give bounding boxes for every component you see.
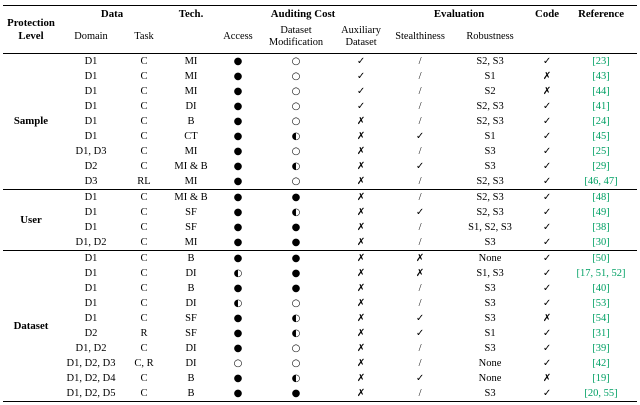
domain-cell: D3 — [84, 176, 98, 187]
auxiliary-dataset-cell: ✗ — [356, 222, 366, 233]
access-cell: ◐ — [233, 298, 243, 309]
dataset-modification-cell: ○ — [291, 101, 301, 112]
tech-cell: DI — [185, 268, 197, 279]
domain-cell: D1 — [84, 116, 98, 127]
dataset-modification-cell: ◐ — [291, 207, 301, 218]
auxiliary-dataset-cell: ✗ — [356, 373, 366, 384]
auxiliary-dataset-cell: ✓ — [356, 56, 366, 67]
code-cell: ✓ — [542, 328, 552, 339]
code-cell: ✓ — [542, 388, 552, 399]
stealthiness-cell: / — [418, 146, 422, 157]
task-cell: C — [140, 71, 148, 82]
citation-link[interactable]: [46, 47] — [584, 176, 618, 187]
task-cell: C — [140, 86, 148, 97]
citation-link[interactable]: [17, 51, 52] — [576, 268, 626, 279]
task-cell: C — [140, 343, 148, 354]
robustness-cell: S2, S3 — [476, 176, 504, 187]
table-row — [3, 174, 637, 190]
tech-cell: B — [187, 283, 195, 294]
tech-cell: B — [187, 116, 195, 127]
task-cell: C, R — [134, 358, 154, 369]
tech-cell: MI & B — [174, 161, 208, 172]
dataset-modification-cell: ● — [291, 222, 301, 233]
tech-cell: SF — [185, 328, 197, 339]
citation-link[interactable]: [40] — [592, 283, 610, 294]
citation-link[interactable]: [43] — [592, 71, 610, 82]
table-header — [3, 6, 637, 54]
auxiliary-dataset-cell: ✗ — [356, 176, 366, 187]
code-cell: ✗ — [542, 71, 552, 82]
dataset-modification-cell: ○ — [291, 56, 301, 67]
col-group-auditing-cost: Auditing Cost — [270, 8, 336, 21]
robustness-cell: S1 — [484, 131, 496, 142]
dataset-modification-cell: ○ — [291, 86, 301, 97]
stealthiness-cell: ✓ — [415, 313, 425, 324]
header-row-groups — [3, 6, 637, 24]
tech-cell: MI — [184, 146, 198, 157]
robustness-cell: S3 — [484, 237, 496, 248]
robustness-cell: S2, S3 — [476, 101, 504, 112]
dataset-modification-cell: ◐ — [291, 328, 301, 339]
auxiliary-dataset-cell: ✗ — [356, 343, 366, 354]
stealthiness-cell: ✓ — [415, 131, 425, 142]
access-cell: ○ — [233, 358, 243, 369]
citation-link[interactable]: [42] — [592, 358, 610, 369]
table-row — [3, 296, 637, 311]
code-cell: ✓ — [542, 268, 552, 279]
code-cell: ✓ — [542, 192, 552, 203]
code-cell: ✗ — [542, 373, 552, 384]
dataset-modification-cell: ● — [291, 192, 301, 203]
domain-cell: D1 — [84, 101, 98, 112]
domain-cell: D1, D2 — [75, 237, 107, 248]
task-cell: C — [140, 161, 148, 172]
domain-cell: D1 — [84, 253, 98, 264]
robustness-cell: S1 — [484, 328, 496, 339]
tech-cell: MI — [184, 237, 198, 248]
tech-cell: DI — [185, 298, 197, 309]
domain-cell: D1 — [84, 298, 98, 309]
table-row — [3, 326, 637, 341]
robustness-cell: None — [478, 253, 502, 264]
access-cell: ● — [233, 253, 243, 264]
stealthiness-cell: / — [418, 388, 422, 399]
access-cell: ● — [233, 116, 243, 127]
table-row — [3, 84, 637, 99]
table-row — [3, 220, 637, 235]
stealthiness-cell: ✓ — [415, 207, 425, 218]
auxiliary-dataset-cell: ✗ — [356, 328, 366, 339]
table-row — [3, 311, 637, 326]
table-row — [3, 341, 637, 356]
code-cell: ✓ — [542, 222, 552, 233]
auxiliary-dataset-cell: ✗ — [356, 283, 366, 294]
tech-cell: B — [187, 388, 195, 399]
citation-link[interactable]: [31] — [592, 328, 610, 339]
robustness-cell: S1, S2, S3 — [468, 222, 512, 233]
access-cell: ◐ — [233, 268, 243, 279]
stealthiness-cell: / — [418, 283, 422, 294]
access-cell: ● — [233, 207, 243, 218]
dataset-modification-cell: ◐ — [291, 313, 301, 324]
code-cell: ✗ — [542, 86, 552, 97]
code-cell: ✓ — [542, 56, 552, 67]
domain-cell: D1 — [84, 192, 98, 203]
tech-cell: CT — [184, 131, 198, 142]
access-cell: ● — [233, 313, 243, 324]
tech-cell: SF — [185, 207, 197, 218]
access-cell: ● — [233, 176, 243, 187]
domain-cell: D2 — [84, 328, 98, 339]
domain-cell: D1 — [84, 313, 98, 324]
domain-cell: D1, D2, D4 — [66, 373, 116, 384]
citation-link[interactable]: [45] — [592, 131, 610, 142]
citation-link[interactable]: [49] — [592, 207, 610, 218]
citation-link[interactable]: [54] — [592, 313, 610, 324]
robustness-cell: S2, S3 — [476, 116, 504, 127]
code-cell: ✓ — [542, 358, 552, 369]
code-cell: ✓ — [542, 176, 552, 187]
dataset-modification-cell: ○ — [291, 343, 301, 354]
citation-link[interactable]: [25] — [592, 146, 610, 157]
citation-link[interactable]: [53] — [592, 298, 610, 309]
stealthiness-cell: ✗ — [415, 268, 425, 279]
table-row — [3, 69, 637, 84]
domain-cell: D1 — [84, 283, 98, 294]
tech-cell: MI — [184, 86, 198, 97]
table-row — [3, 129, 637, 144]
dataset-modification-cell: ○ — [291, 116, 301, 127]
table-row — [3, 235, 637, 251]
tech-cell: B — [187, 253, 195, 264]
stealthiness-cell: ✓ — [415, 161, 425, 172]
robustness-cell: S2, S3 — [476, 56, 504, 67]
tech-cell: MI — [184, 176, 198, 187]
domain-cell: D1, D3 — [75, 146, 107, 157]
task-cell: R — [140, 328, 148, 339]
protection-level-dataset: Dataset — [13, 319, 49, 332]
access-cell: ● — [233, 192, 243, 203]
stealthiness-cell: ✓ — [415, 373, 425, 384]
table-row — [3, 190, 637, 206]
robustness-cell: None — [478, 358, 502, 369]
task-cell: C — [140, 283, 148, 294]
col-header-robustness: Robustness — [466, 31, 514, 43]
table-row — [3, 266, 637, 281]
col-header-stealthiness: Stealthiness — [395, 31, 445, 43]
tech-cell: SF — [185, 313, 197, 324]
auxiliary-dataset-cell: ✓ — [356, 86, 366, 97]
robustness-cell: S3 — [484, 343, 496, 354]
stealthiness-cell: / — [418, 116, 422, 127]
robustness-cell: S3 — [484, 146, 496, 157]
stealthiness-cell: / — [418, 86, 422, 97]
col-header-domain: Domain — [74, 31, 108, 43]
col-header-protection-level: Protection Level — [7, 17, 55, 42]
task-cell: C — [140, 207, 148, 218]
robustness-cell: S3 — [484, 298, 496, 309]
stealthiness-cell: / — [418, 298, 422, 309]
col-header-dataset-modification: Dataset Modification — [268, 25, 324, 48]
stealthiness-cell: / — [418, 71, 422, 82]
access-cell: ● — [233, 101, 243, 112]
dataset-modification-cell: ○ — [291, 298, 301, 309]
dataset-modification-cell: ○ — [291, 176, 301, 187]
table-row — [3, 386, 637, 402]
robustness-cell: S2 — [484, 86, 496, 97]
col-header-task: Task — [134, 31, 154, 43]
task-cell: C — [140, 131, 148, 142]
table-row — [3, 371, 637, 386]
domain-cell: D1 — [84, 222, 98, 233]
robustness-cell: S1 — [484, 71, 496, 82]
stealthiness-cell: / — [418, 101, 422, 112]
auxiliary-dataset-cell: ✗ — [356, 146, 366, 157]
stealthiness-cell: / — [418, 176, 422, 187]
domain-cell: D1 — [84, 86, 98, 97]
tech-cell: MI — [184, 56, 198, 67]
dataset-modification-cell: ○ — [291, 358, 301, 369]
auxiliary-dataset-cell: ✗ — [356, 388, 366, 399]
table-body — [3, 54, 637, 402]
auxiliary-dataset-cell: ✗ — [356, 207, 366, 218]
task-cell: C — [140, 253, 148, 264]
dataset-modification-cell: ● — [291, 253, 301, 264]
access-cell: ● — [233, 71, 243, 82]
table-row — [3, 54, 637, 70]
stealthiness-cell: / — [418, 56, 422, 67]
stealthiness-cell: ✗ — [415, 253, 425, 264]
col-group-evaluation: Evaluation — [433, 8, 485, 21]
dataset-modification-cell: ● — [291, 388, 301, 399]
auxiliary-dataset-cell: ✗ — [356, 268, 366, 279]
task-cell: C — [140, 101, 148, 112]
robustness-cell: S3 — [484, 161, 496, 172]
robustness-cell: S2, S3 — [476, 207, 504, 218]
table-row — [3, 205, 637, 220]
domain-cell: D1, D2 — [75, 343, 107, 354]
stealthiness-cell: / — [418, 222, 422, 233]
access-cell: ● — [233, 237, 243, 248]
table-row — [3, 159, 637, 174]
task-cell: C — [140, 222, 148, 233]
dataset-modification-cell: ◐ — [291, 131, 301, 142]
citation-link[interactable]: [24] — [592, 116, 610, 127]
col-header-reference: Reference — [578, 8, 625, 20]
domain-cell: D1 — [84, 207, 98, 218]
table-row — [3, 114, 637, 129]
access-cell: ● — [233, 131, 243, 142]
robustness-cell: S3 — [484, 283, 496, 294]
task-cell: C — [140, 192, 148, 203]
stealthiness-cell: / — [418, 237, 422, 248]
access-cell: ● — [233, 343, 243, 354]
citation-link[interactable]: [23] — [592, 56, 610, 67]
task-cell: C — [140, 146, 148, 157]
auxiliary-dataset-cell: ✗ — [356, 237, 366, 248]
domain-cell: D1 — [84, 268, 98, 279]
tech-cell: MI & B — [174, 192, 208, 203]
dataset-modification-cell: ● — [291, 283, 301, 294]
access-cell: ● — [233, 86, 243, 97]
audit-methods-table — [3, 5, 637, 402]
stealthiness-cell: / — [418, 192, 422, 203]
task-cell: C — [140, 388, 148, 399]
code-cell: ✓ — [542, 253, 552, 264]
robustness-cell: None — [478, 373, 502, 384]
access-cell: ● — [233, 388, 243, 399]
auxiliary-dataset-cell: ✗ — [356, 313, 366, 324]
citation-link[interactable]: [19] — [592, 373, 610, 384]
table-row — [3, 281, 637, 296]
domain-cell: D1, D2, D5 — [66, 388, 116, 399]
access-cell: ● — [233, 56, 243, 67]
auxiliary-dataset-cell: ✗ — [356, 131, 366, 142]
code-cell: ✓ — [542, 298, 552, 309]
dataset-modification-cell: ● — [291, 237, 301, 248]
code-cell: ✓ — [542, 343, 552, 354]
domain-cell: D1 — [84, 131, 98, 142]
tech-cell: B — [187, 373, 195, 384]
robustness-cell: S2, S3 — [476, 192, 504, 203]
dataset-modification-cell: ○ — [291, 146, 301, 157]
citation-link[interactable]: [30] — [592, 237, 610, 248]
access-cell: ● — [233, 146, 243, 157]
col-group-data: Data — [100, 8, 124, 21]
citation-link[interactable]: [41] — [592, 101, 610, 112]
auxiliary-dataset-cell: ✓ — [356, 101, 366, 112]
access-cell: ● — [233, 283, 243, 294]
stealthiness-cell: / — [418, 358, 422, 369]
code-cell: ✓ — [542, 131, 552, 142]
code-cell: ✗ — [542, 313, 552, 324]
task-cell: C — [140, 268, 148, 279]
code-cell: ✓ — [542, 161, 552, 172]
table-row — [3, 99, 637, 114]
tech-cell: MI — [184, 71, 198, 82]
table-row — [3, 144, 637, 159]
auxiliary-dataset-cell: ✗ — [356, 116, 366, 127]
robustness-cell: S3 — [484, 388, 496, 399]
auxiliary-dataset-cell: ✗ — [356, 192, 366, 203]
task-cell: C — [140, 373, 148, 384]
code-cell: ✓ — [542, 146, 552, 157]
stealthiness-cell: / — [418, 343, 422, 354]
table-row — [3, 251, 637, 267]
code-cell: ✓ — [542, 101, 552, 112]
protection-level-user: User — [20, 213, 42, 226]
citation-link[interactable]: [44] — [592, 86, 610, 97]
task-cell: C — [140, 237, 148, 248]
domain-cell: D1 — [84, 71, 98, 82]
task-cell: C — [140, 56, 148, 67]
citation-link[interactable]: [50] — [592, 253, 610, 264]
code-cell: ✓ — [542, 283, 552, 294]
code-cell: ✓ — [542, 116, 552, 127]
protection-level-sample: Sample — [13, 115, 49, 127]
task-cell: C — [140, 116, 148, 127]
auxiliary-dataset-cell: ✗ — [356, 298, 366, 309]
domain-cell: D1 — [84, 56, 98, 67]
stealthiness-cell: ✓ — [415, 328, 425, 339]
dataset-modification-cell: ◐ — [291, 161, 301, 172]
auxiliary-dataset-cell: ✗ — [356, 161, 366, 172]
code-cell: ✓ — [542, 237, 552, 248]
tech-cell: SF — [185, 222, 197, 233]
tech-cell: DI — [185, 358, 197, 369]
task-cell: RL — [137, 176, 151, 187]
access-cell: ● — [233, 373, 243, 384]
domain-cell: D1, D2, D3 — [66, 358, 116, 369]
dataset-modification-cell: ● — [291, 268, 301, 279]
citation-link[interactable]: [38] — [592, 222, 610, 233]
citation-link[interactable]: [39] — [592, 343, 610, 354]
robustness-cell: S1, S3 — [476, 268, 504, 279]
auxiliary-dataset-cell: ✗ — [356, 253, 366, 264]
dataset-modification-cell: ○ — [291, 71, 301, 82]
access-cell: ● — [233, 161, 243, 172]
robustness-cell: S3 — [484, 313, 496, 324]
task-cell: C — [140, 313, 148, 324]
col-header-auxiliary-dataset: Auxiliary Dataset — [341, 25, 381, 48]
col-header-tech: Tech. — [178, 8, 204, 20]
tech-cell: DI — [185, 343, 197, 354]
auxiliary-dataset-cell: ✓ — [356, 71, 366, 82]
table-row — [3, 356, 637, 371]
task-cell: C — [140, 298, 148, 309]
col-header-code: Code — [535, 8, 560, 20]
citation-link[interactable]: [48] — [592, 192, 610, 203]
tech-cell: DI — [185, 101, 197, 112]
citation-link[interactable]: [29] — [592, 161, 610, 172]
dataset-modification-cell: ◐ — [291, 373, 301, 384]
access-cell: ● — [233, 222, 243, 233]
code-cell: ✓ — [542, 207, 552, 218]
col-header-access: Access — [223, 31, 253, 43]
citation-link[interactable]: [20, 55] — [584, 388, 618, 399]
auxiliary-dataset-cell: ✗ — [356, 358, 366, 369]
domain-cell: D2 — [84, 161, 98, 172]
access-cell: ● — [233, 328, 243, 339]
